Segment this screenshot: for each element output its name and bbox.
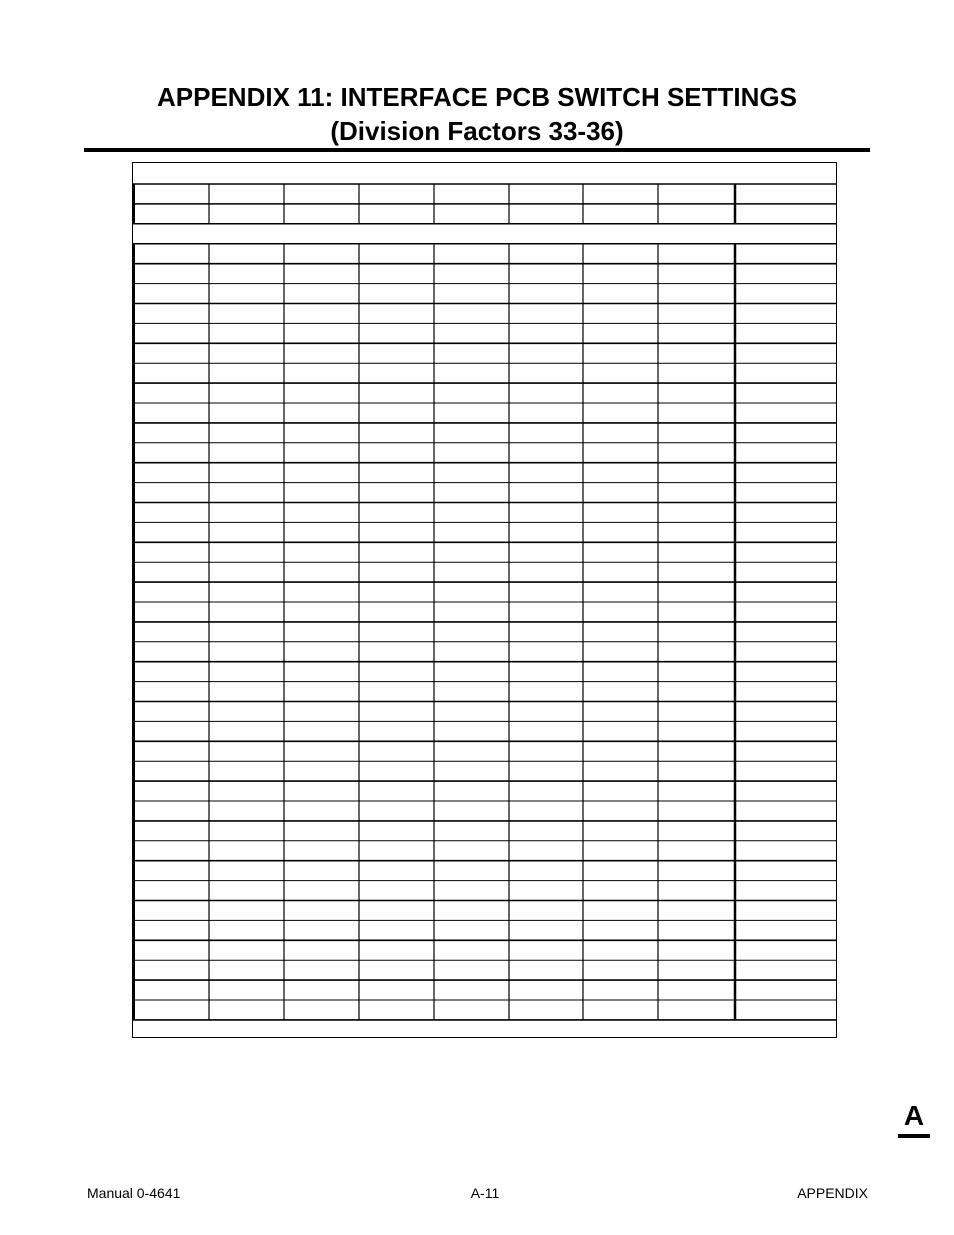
page-title-line-2: (Division Factors 33-36)	[330, 116, 624, 146]
footer-section-name: APPENDIX	[797, 1185, 868, 1201]
switch-settings-table	[132, 162, 837, 1038]
table-grid	[133, 163, 838, 1039]
page-title-line-1: APPENDIX 11: INTERFACE PCB SWITCH SETTINGS	[157, 82, 797, 112]
section-tab-underline	[898, 1134, 930, 1138]
section-tab-letter: A	[903, 1100, 925, 1131]
footer-page-number: A-11	[470, 1185, 500, 1201]
footer-manual-number: Manual 0-4641	[87, 1185, 181, 1201]
title-divider	[84, 148, 870, 152]
